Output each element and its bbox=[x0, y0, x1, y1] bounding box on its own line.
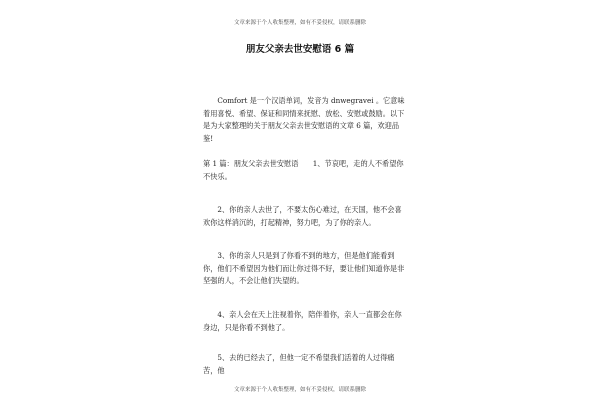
comfort-item-2: 2、你的亲人去世了，不要太伤心难过，在天国，他不会喜欢你这样消沉的，打起精神，努力吧，为了你的亲人。 bbox=[203, 205, 402, 227]
section-1-paragraph: 第 1 篇：朋友父亲去世安慰语 1、节哀吧，走的人不希望你不快乐。 bbox=[203, 159, 404, 181]
footer-note: 文章来源于个人收集整理，如有不妥侵权，请联系删除 bbox=[233, 387, 366, 393]
comfort-item-3: 3、你的亲人只是到了你看不到的地方，但是他们能看到你，他们不希望因为他们而让你过得不好，要让他们知道你是非坚强的人，不会让他们失望的。 bbox=[203, 251, 405, 285]
header-note: 文章来源于个人收集整理，如有不妥侵权，请联系删除 bbox=[233, 20, 366, 26]
comfort-item-4: 4、亲人会在天上注视着你，陪伴着你，亲人一直都会在你身边，只是你看不到他了。 bbox=[203, 310, 402, 332]
intro-paragraph: Comfort 是一个汉语单词，发音为 dnwegravei 。它意味着用喜悦、希望、保证和同情来抚慰、放松、安慰或鼓励。以下是为大家整理的关于朋友父亲去世安慰语的文章 6 篇，欢迎品鉴! bbox=[203, 96, 405, 143]
comfort-item-5: 5、去的已经去了，但他一定不希望我们活着的人过得痛苦，他 bbox=[203, 353, 395, 375]
page-title: 朋友父亲去世安慰语 6 篇 bbox=[245, 44, 355, 55]
